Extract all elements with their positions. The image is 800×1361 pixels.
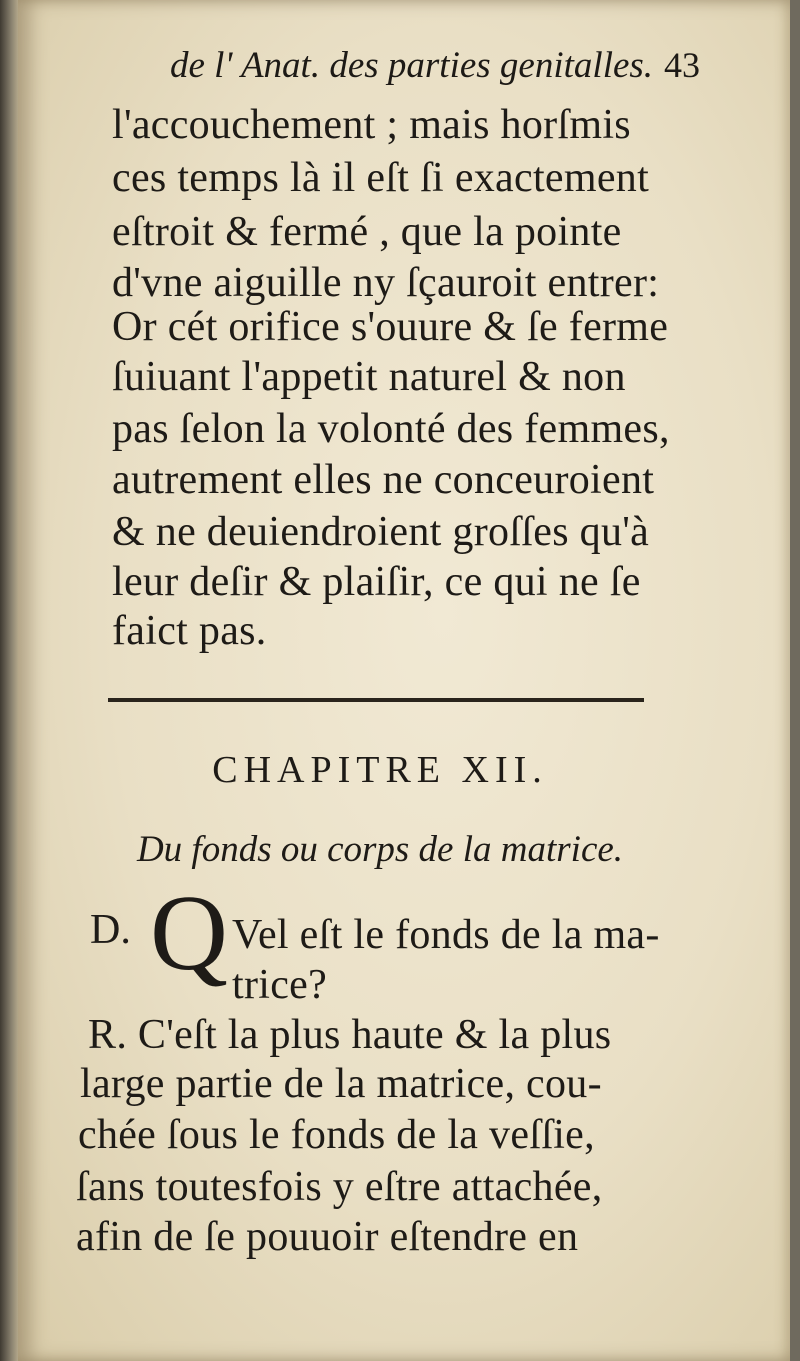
text-line: eſtroit & fermé , que la pointe [112, 209, 622, 255]
drop-cap: Q [150, 874, 228, 993]
text-line: leur deſir & plaiſir, ce qui ne ſe [112, 559, 641, 605]
page-number: 43 [664, 45, 700, 85]
text-line: l'accouchement ; mais horſmis [112, 102, 631, 148]
answer-line: ſans toutesfois y eſtre attachée, [76, 1164, 603, 1210]
answer-line: R. C'eſt la plus haute & la plus [88, 1012, 612, 1058]
chapter-subtitle: Du fonds ou corps de la matrice. [136, 829, 624, 870]
text-line: ſuiuant l'appetit naturel & non [112, 354, 626, 400]
question-line: Vel eſt le fonds de la ma- [232, 912, 660, 958]
running-header [170, 40, 700, 90]
answer-line: afin de ſe pouuoir eſtendre en [76, 1214, 579, 1260]
text-line: d'vne aiguille ny ſçauroit entrer: [112, 260, 660, 306]
text-line: faict pas. [112, 608, 267, 654]
text-line: ces temps là il eſt ſi exactement [112, 155, 650, 201]
running-title: de l' Anat. des parties genitalles. [170, 44, 654, 86]
text-line: & ne deuiendroient groſſes qu'à [112, 509, 650, 555]
question-label: D. [90, 907, 131, 953]
answer-line: chée ſous le fonds de la veſſie, [78, 1112, 595, 1158]
section-divider [108, 698, 644, 702]
question-line: trice? [232, 962, 328, 1008]
text-line: Or cét orifice s'ouure & ſe ferme [112, 304, 669, 350]
book-gutter [0, 0, 20, 1361]
answer-line: large partie de la matrice, cou- [80, 1061, 602, 1107]
text-line: autrement elles ne conceuroient [112, 457, 655, 503]
chapter-heading: CHAPITRE XII. [212, 749, 548, 791]
text-line: pas ſelon la volonté des femmes, [112, 406, 670, 452]
